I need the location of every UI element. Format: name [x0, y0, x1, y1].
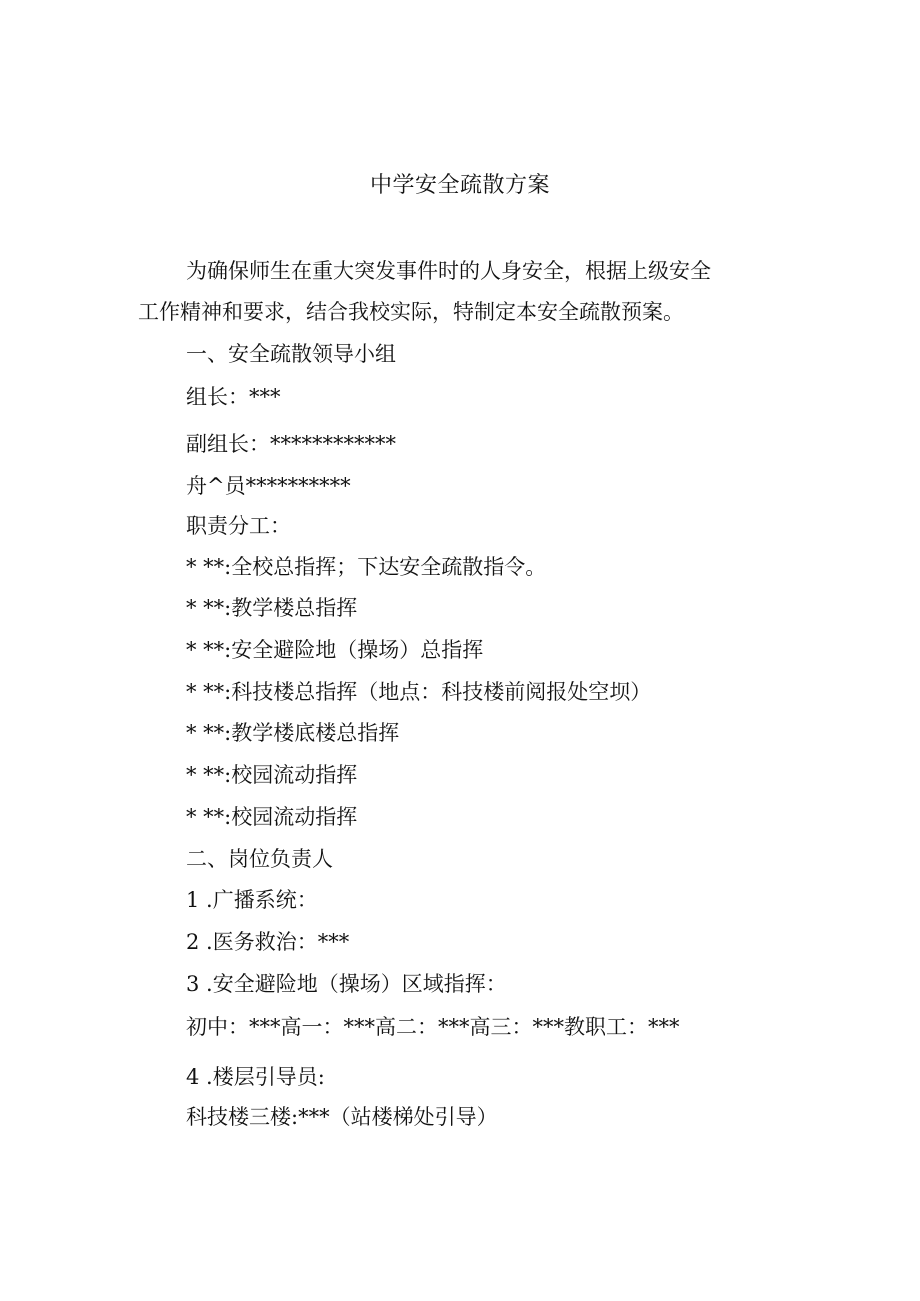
duty-item: * **:安全避险地（操场）总指挥	[186, 638, 484, 662]
duty-item: * **:全校总指挥；下达安全疏散指令。	[186, 555, 547, 579]
deputy-leader-line: 副组长：************	[186, 432, 396, 456]
group-leader-line: 组长：***	[186, 385, 281, 409]
duty-item: * **:校园流动指挥	[186, 763, 358, 787]
post-item-medical: 2 .医务救治：***	[186, 930, 350, 954]
intro-paragraph-line-2: 工作精神和要求，结合我校实际，特制定本安全疏散预案。	[138, 300, 684, 324]
duty-item: * **:教学楼底楼总指挥	[186, 721, 400, 745]
section-heading-leadership-group: 一、安全疏散领导小组	[186, 342, 396, 366]
duty-division-heading: 职责分工：	[186, 514, 291, 538]
duty-item: * **:教学楼总指挥	[186, 596, 358, 620]
duty-item: * **:校园流动指挥	[186, 805, 358, 829]
members-line: 舟^员**********	[186, 474, 351, 498]
intro-paragraph-line-1: 为确保师生在重大突发事件时的人身安全，根据上级安全	[186, 259, 711, 283]
post-item-broadcast: 1 .广播系统：	[186, 888, 318, 912]
duty-item: * **:科技楼总指挥（地点：科技楼前阅报处空坝）	[186, 680, 652, 704]
grade-assignment-line: 初中：***高一：***高二：***高三：***教职工：***	[186, 1015, 680, 1039]
section-heading-post-leads: 二、岗位负责人	[186, 847, 333, 871]
floor-guide-line: 科技楼三楼:***（站楼梯处引导）	[186, 1105, 498, 1129]
post-item-safe-area: 3 .安全避险地（操场）区域指挥：	[186, 972, 507, 996]
post-item-floor-guides: 4 .楼层引导员:	[186, 1065, 325, 1089]
document-title: 中学安全疏散方案	[369, 173, 550, 198]
